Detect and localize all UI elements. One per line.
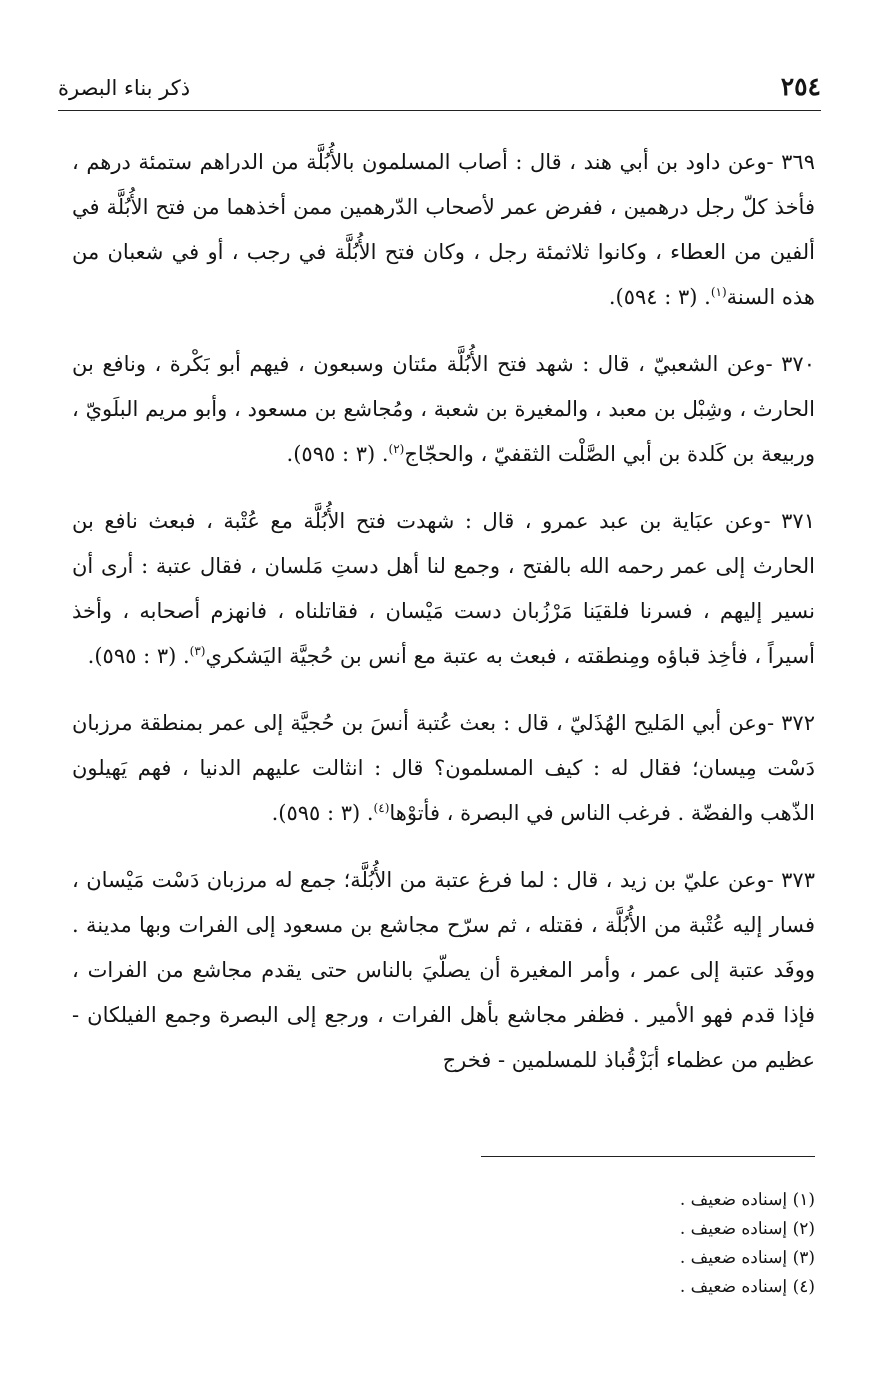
footnote-text: إسناده ضعيف . [679,1190,788,1210]
source-ref: . (٣ : ٥٩٥). [286,442,389,466]
paragraph-number: ٣٧٣ - [766,868,815,892]
paragraph-370 [72,342,815,477]
footnote-item [300,1186,815,1215]
footnote-ref: (٢) [388,442,405,456]
footnotes [300,1186,815,1302]
footnote-text: إسناده ضعيف . [679,1219,788,1239]
footnote-number: (٢) [792,1219,815,1239]
footnote-ref: (٤) [373,801,390,815]
main-text [72,140,815,1105]
footnote-item [300,1244,815,1273]
paragraph-text: وعن أبي المَليح الهُذَليّ ، قال : بعث عُتبة أنسَ بن حُجيَّة إلى عمر بمنطقة مرزبان دَسْت مِيسان؛ فقال له : كيف المسلمون؟ قال : انثالت عليهم الدنيا ، فهم يَهيلون الذّهب والفضّة . فرغب الناس في البصرة ، فأتوْها [72,711,815,825]
paragraph-text: وعن الشعبيّ ، قال : شهد فتح الأُبُلَّة مئتان وسبعون ، فيهم أبو بَكْرة ، ونافع بن الحارث ، وشِبْل بن معبد ، والمغيرة بن شعبة ، ومُجاشع بن مسعود ، وأبو مريم البلَويّ ، وربيعة بن كَلدة بن أبي الصَّلْت الثقفيّ ، والحجّاج [72,352,815,466]
paragraph-text: وعن داود بن أبي هند ، قال : أصاب المسلمون بالأُبُلَّة من الدراهم ستمئة درهم ، فأخذ كلّ رجل درهمين ، ففرض عمر لأصحاب الدّرهمين ممن أخذهما من فتح الأُبُلَّة في ألفين من العطاء ، وكانوا ثلاثمئة رجل ، وكان فتح الأُبُلَّة في رجب ، أو في شعبان من هذه السنة [72,150,815,309]
source-ref: . (٣ : ٥٩٥). [87,644,190,668]
footnote-ref: (٣) [189,644,206,658]
page-number: ٢٥٤ [780,72,821,101]
footnote-divider [481,1156,815,1157]
footnote-item [300,1273,815,1302]
running-title: ذكر بناء البصرة [58,76,191,100]
footnote-item [300,1215,815,1244]
footnote-number: (٣) [792,1248,815,1268]
paragraph-371 [72,499,815,679]
source-ref: . (٣ : ٥٩٤). [608,285,711,309]
paragraph-369 [72,140,815,320]
paragraph-372 [72,701,815,836]
paragraph-number: ٣٦٩ - [766,150,815,174]
paragraph-text: وعن عبَاية بن عبد عمرو ، قال : شهدت فتح الأُبُلَّة مع عُتْبة ، فبعث نافع بن الحارث إلى عمر رحمه الله بالفتح ، وجمع لنا أهل دستِ مَلسان ، فقال عتبة : أرى أن نسير إليهم ، فسرنا فلقيَنا مَرْزُبان دست مَيْسان ، فقاتلناه ، فانهزم أصحابه ، وأخذ أسيراً ، فأخِذ قباؤه ومِنطقته ، فبعث به عتبة مع أنس بن حُجيَّة اليَشكري [72,509,816,668]
paragraph-number: ٣٧١ - [763,509,815,533]
paragraph-text: وعن عليّ بن زيد ، قال : لما فرغ عتبة من الأُبُلَّة؛ جمع له مرزبان دَسْت مَيْسان ، فسار إليه عُتْبة من الأُبُلَّة ، فقتله ، ثم سرّح مجاشع بن مسعود إلى الفرات وبها مدينة . ووفَد عتبة إلى عمر ، وأمر المغيرة أن يصلّيَ بالناس حتى يقدم مجاشع من الفرات ، فإذا قدم فهو الأمير . فظفر مجاشع بأهل الفرات ، ورجع إلى البصرة وجمع الفيلكان - عظيم من عظماء أبَزْقُباذ للمسلمين - فخرج [72,868,815,1072]
footnote-ref: (١) [710,285,727,299]
paragraph-number: ٣٧٢ - [766,711,815,735]
footnote-number: (٤) [792,1277,815,1297]
header-divider [58,110,821,111]
paragraph-373 [72,858,815,1083]
source-ref: . (٣ : ٥٩٥). [271,801,374,825]
footnote-number: (١) [792,1190,815,1210]
footnote-text: إسناده ضعيف . [679,1248,788,1268]
footnote-text: إسناده ضعيف . [679,1277,788,1297]
page-header [58,72,821,108]
paragraph-number: ٣٧٠ - [765,352,815,376]
